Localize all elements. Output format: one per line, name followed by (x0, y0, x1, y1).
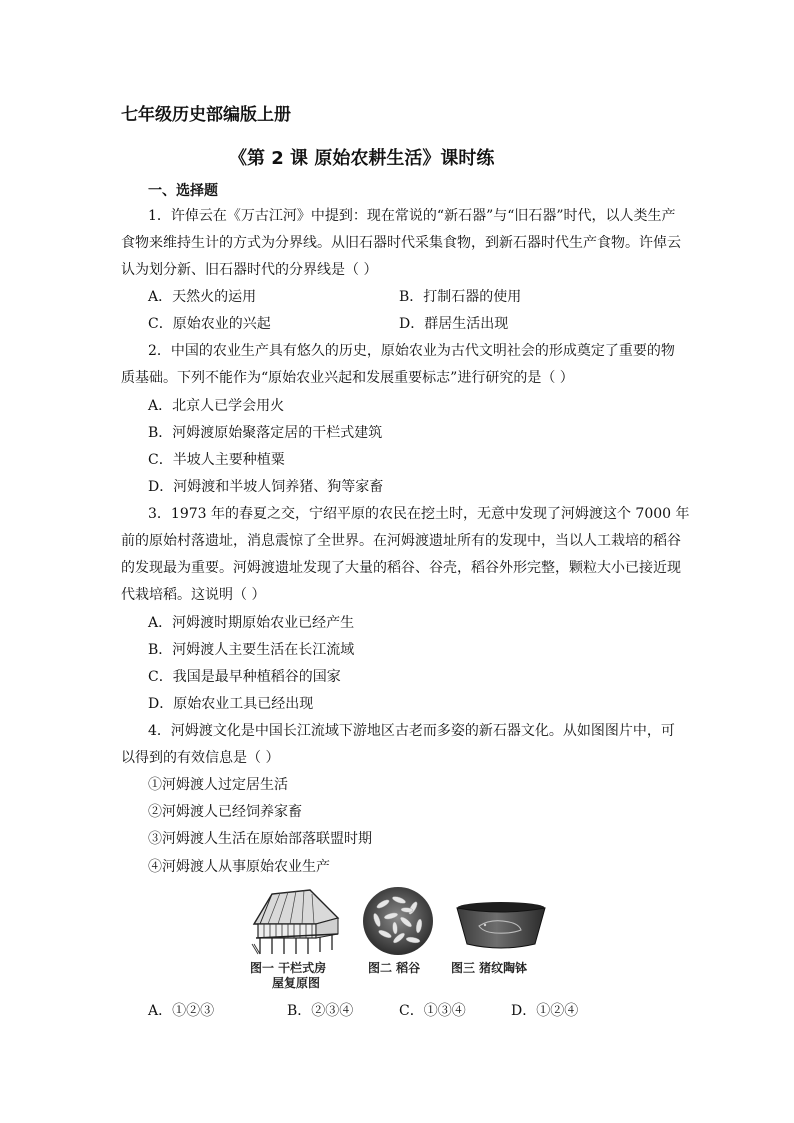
q2-option-d[interactable]: D．河姆渡和半坡人饲养猪、狗等家畜 (148, 479, 384, 495)
fig3-caption: 图三 猪纹陶钵 (451, 961, 528, 975)
fig2-caption: 图二 稻谷 (368, 961, 421, 975)
q2-option-b[interactable]: B．河姆渡原始聚落定居的干栏式建筑 (148, 425, 383, 441)
q2-option-a[interactable]: A．北京人已学会用火 (148, 398, 285, 414)
q4-option-a[interactable]: A．①②③ (148, 1003, 215, 1019)
stilt-house-image (250, 888, 342, 958)
grade-label: 七年级历史部编版上册 (121, 105, 291, 125)
section-heading: 一、选择题 (148, 183, 218, 199)
q3-stem-line-3: 的发现最为重要。河姆渡遗址发现了大量的稻谷、谷壳，稻谷外形完整，颗粒大小已接近现 (121, 560, 681, 576)
q3-stem-line-2: 前的原始村落遗址，消息震惊了全世界。在河姆渡遗址所有的发现中，当以人工栽培的稻谷 (121, 533, 681, 549)
q3-stem-line-4: 代栽培稻。这说明（ ） (121, 587, 266, 603)
q4-item-2: ②河姆渡人已经饲养家畜 (148, 804, 302, 820)
fig1-caption-line-2: 屋复原图 (272, 976, 321, 990)
rice-grains-image (361, 886, 435, 956)
q1-option-c[interactable]: C．原始农业的兴起 (148, 316, 271, 332)
q1-option-a[interactable]: A．天然火的运用 (148, 289, 257, 305)
q1-stem-line-3: 认为划分新、旧石器时代的分界线是（ ） (121, 262, 378, 278)
q2-option-c[interactable]: C．半坡人主要种植粟 (148, 452, 285, 468)
q4-option-d[interactable]: D．①②④ (511, 1003, 579, 1019)
q1-option-d[interactable]: D．群居生活出现 (399, 316, 509, 332)
pottery-bowl-image (455, 900, 547, 952)
q4-item-4: ④河姆渡人从事原始农业生产 (148, 859, 330, 875)
q3-option-b[interactable]: B．河姆渡人主要生活在长江流域 (148, 642, 355, 658)
q3-option-c[interactable]: C．我国是最早种植稻谷的国家 (148, 669, 341, 685)
q2-stem-line-2: 质基础。下列不能作为“原始农业兴起和发展重要标志”进行研究的是（ ） (121, 370, 574, 386)
fig1-caption-line-1: 图一 干栏式房 (250, 961, 327, 975)
q4-option-c[interactable]: C．①③④ (399, 1003, 466, 1019)
q2-stem-line-1: 2．中国的农业生产具有悠久的历史，原始农业为古代文明社会的形成奠定了重要的物 (148, 343, 675, 359)
q4-option-b[interactable]: B．②③④ (287, 1003, 354, 1019)
q1-stem-line-1: 1．许倬云在《万古江河》中提到：现在常说的“新石器”与“旧石器”时代，以人类生产 (148, 208, 676, 224)
q3-option-a[interactable]: A．河姆渡时期原始农业已经产生 (148, 615, 355, 631)
q3-option-d[interactable]: D．原始农业工具已经出现 (148, 696, 314, 712)
q3-stem-line-1: 3．1973 年的春夏之交，宁绍平原的农民在挖土时，无意中发现了河姆渡这个 7000 年 (148, 506, 690, 522)
q4-item-1: ①河姆渡人过定居生活 (148, 777, 288, 793)
q4-stem-line-2: 以得到的有效信息是（ ） (121, 750, 280, 766)
q1-option-b[interactable]: B．打制石器的使用 (399, 289, 522, 305)
q4-stem-line-1: 4．河姆渡文化是中国长江流域下游地区古老而多姿的新石器文化。从如图图片中，可 (148, 723, 675, 739)
page-title: 《第 2 课 原始农耕生活》课时练 (229, 148, 495, 169)
q1-stem-line-2: 食物来维持生计的方式为分界线。从旧石器时代采集食物，到新石器时代生产食物。许倬云 (121, 235, 681, 251)
q4-item-3: ③河姆渡人生活在原始部落联盟时期 (148, 831, 372, 847)
